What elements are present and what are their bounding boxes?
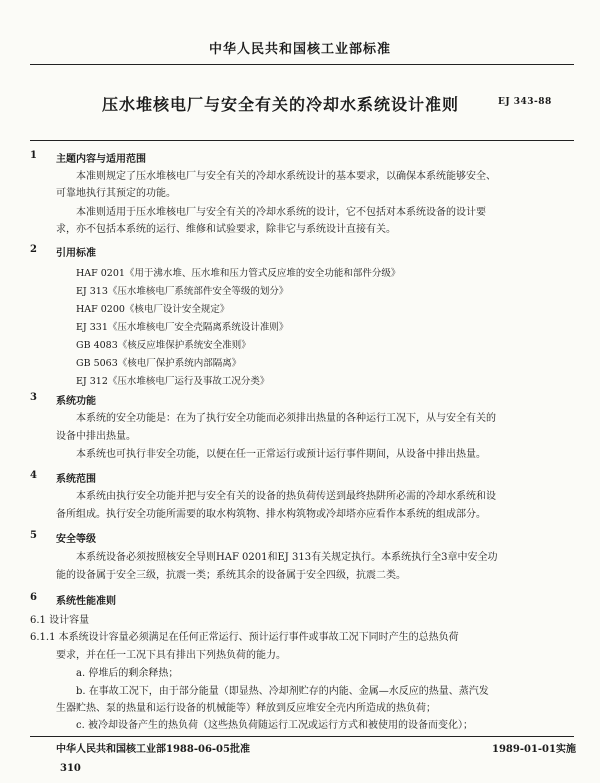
list-item-b-line-1: b. 在事故工况下，由于部分能量（即显热、冷却剂贮存的内能、金属—水反应的热量、蒸汽发 — [76, 686, 489, 697]
section-3-para-2: 本系统也可执行非安全功能，以便在任一正常运行或预计运行事件期间，从设备中排出热量。 — [76, 449, 486, 460]
ministry-header: 中华人民共和国核工业部标准 — [208, 42, 391, 57]
section-4-para-line-2: 备所组成。执行安全功能所需要的取水构筑物、排水构筑物或冷却塔亦应看作本系统的组成部分。 — [56, 509, 486, 520]
title-rule — [30, 140, 574, 141]
section-5-para-line-2: 能的设备属于安全三级，抗震一类；系统其余的设备属于安全四级，抗震二类。 — [56, 570, 406, 581]
document-title: 压水堆核电厂与安全有关的冷却水系统设计准则 — [102, 95, 460, 114]
section-6-number: 6 — [30, 592, 37, 603]
reference-item: EJ 312《压水堆核电厂运行及事故工况分类》 — [76, 376, 270, 387]
reference-item: EJ 331《压水堆核电厂安全壳隔离系统设计准则》 — [76, 322, 289, 333]
section-4-number: 4 — [30, 470, 37, 481]
subsection-6-1-heading: 6.1 设计容量 — [30, 615, 90, 626]
section-1-para-2-line-2: 求，亦不包括本系统的运行、维修和试验要求，除非它与系统设计直接有关。 — [56, 224, 396, 235]
standard-code: EJ 343-88 — [498, 97, 552, 107]
approval-line: 中华人民共和国核工业部1988-06-05批准 — [56, 744, 250, 755]
section-4-heading: 系统范围 — [56, 474, 96, 485]
header-rule — [30, 64, 574, 65]
reference-item: HAF 0200《核电厂设计安全规定》 — [76, 304, 230, 315]
section-3-number: 3 — [30, 392, 37, 403]
reference-item: HAF 0201《用于沸水堆、压水堆和压力管式反应堆的安全功能和部件分级》 — [76, 268, 401, 279]
section-6-heading: 系统性能准则 — [56, 596, 116, 607]
section-3-para-1-line-1: 本系统的安全功能是：在为了执行安全功能而必须排出热量的各种运行工况下，从与安全有关的 — [76, 413, 496, 424]
section-5-para-line-1: 本系统设备必须按照核安全导则HAF 0201和EJ 313有关规定执行。本系统执行全3章中安全功 — [76, 552, 498, 563]
list-item-a: a. 停堆后的剩余释热； — [76, 668, 179, 679]
reference-item: GB 5063《核电厂保护系统内部隔离》 — [76, 358, 242, 369]
footer-rule — [30, 736, 574, 737]
list-item-c: c. 被冷却设备产生的热负荷（这些热负荷随运行工况或运行方式和被使用的设备而变化）； — [76, 720, 473, 731]
section-1-para-1-line-2: 可靠地执行其预定的功能。 — [56, 188, 176, 199]
section-2-heading: 引用标准 — [56, 248, 96, 259]
clause-6-1-1-line-2: 要求，并在任一工况下具有排出下列热负荷的能力。 — [56, 650, 286, 661]
section-3-heading: 系统功能 — [56, 396, 96, 407]
section-1-number: 1 — [30, 150, 37, 161]
section-1-heading: 主题内容与适用范围 — [56, 154, 146, 165]
section-3-para-1-line-2: 设备中排出热量。 — [56, 431, 136, 442]
section-4-para-line-1: 本系统由执行安全功能并把与安全有关的设备的热负荷传送到最终热阱所必需的冷却水系统和设 — [76, 491, 496, 502]
effective-date: 1989-01-01实施 — [492, 744, 576, 755]
section-1-para-2-line-1: 本准则适用于压水堆核电厂与安全有关的冷却水系统的设计，它不包括对本系统设备的设计要 — [76, 207, 486, 218]
section-1-para-1-line-1: 本准则规定了压水堆核电厂与安全有关的冷却水系统设计的基本要求，以确保本系统能够安全、 — [76, 171, 496, 182]
page-number: 310 — [60, 763, 81, 774]
list-item-b-line-2: 生器贮热、泵的热量和运行设备的机械能等）释放到反应堆安全壳内所造成的热负荷； — [56, 703, 436, 714]
section-5-heading: 安全等级 — [56, 534, 96, 545]
reference-item: EJ 313《压水堆核电厂系统部件安全等级的划分》 — [76, 286, 289, 297]
reference-item: GB 4083《核反应堆保护系统安全准则》 — [76, 340, 251, 351]
section-2-number: 2 — [30, 244, 37, 255]
clause-6-1-1-line-1: 6.1.1 本系统设计容量必须满足在任何正常运行、预计运行事件或事故工况下同时产生的总热负荷 — [30, 632, 459, 643]
section-5-number: 5 — [30, 530, 37, 541]
